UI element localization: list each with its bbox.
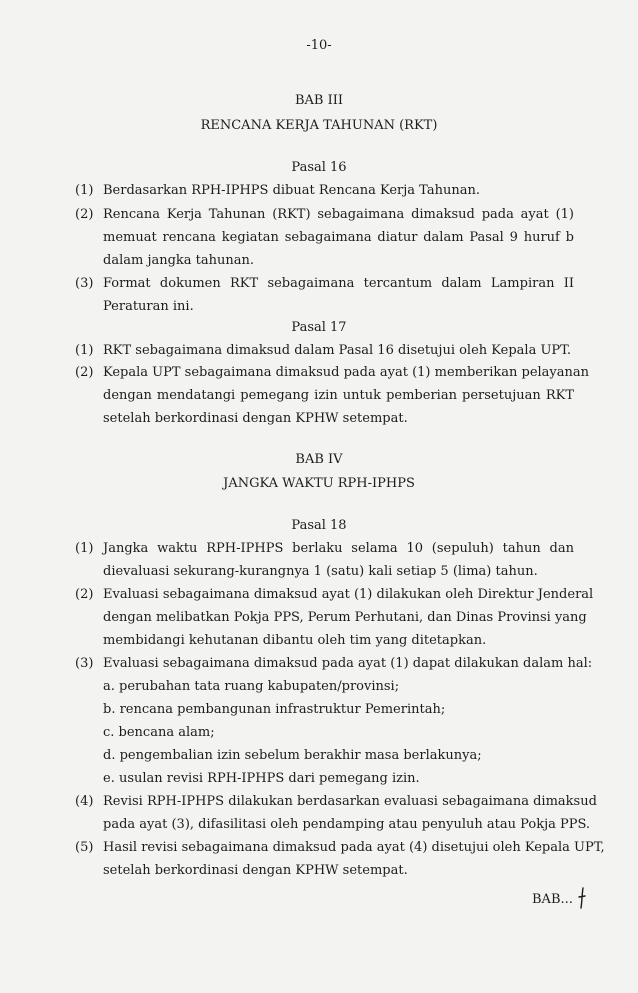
bab3-heading: BAB III: [294, 93, 344, 108]
pasal18-item5-number: (5): [75, 840, 94, 855]
pasal18-item4-line2: pada ayat (3), difasilitasi oleh pendamping atau penyuluh atau Pokja PPS.: [103, 817, 591, 832]
pasal16-item2-number: (2): [75, 207, 94, 222]
pasal18-item4-line1: Revisi RPH-IPHPS dilakukan berdasarkan evaluasi sebagaimana dimaksud: [103, 794, 597, 809]
initial-mark: [578, 886, 586, 910]
pasal17-item2-line1: Kepala UPT sebagaimana dimaksud pada ayat (1) memberikan pelayanan: [103, 365, 590, 380]
pasal18-item4-number: (4): [75, 794, 94, 809]
pasal17-item1-number: (1): [75, 343, 94, 358]
pasal18-item3-sub-c: c. bencana alam;: [103, 725, 215, 740]
pasal18-item3-sub-d: d. pengembalian izin sebelum berakhir masa berlakunya;: [103, 748, 482, 763]
pasal18-heading: Pasal 18: [291, 518, 347, 533]
pasal17-item2-number: (2): [75, 365, 94, 380]
pasal17-item1-line1: RKT sebagaimana dimaksud dalam Pasal 16 disetujui oleh Kepala UPT.: [103, 343, 572, 358]
pasal16-item3-line2: Peraturan ini.: [103, 299, 194, 314]
bab4-title: JANGKA WAKTU RPH-IPHPS: [223, 476, 415, 491]
pasal16-item3-line1: Format dokumen RKT sebagaimana tercantum dalam Lampiran II: [103, 276, 574, 291]
page-number: -10-: [306, 38, 332, 53]
pasal16-heading: Pasal 16: [291, 160, 347, 175]
bab4-heading: BAB IV: [295, 452, 343, 467]
pasal18-item3-sub-a: a. perubahan tata ruang kabupaten/provinsi;: [103, 679, 400, 694]
pasal17-item2-line3: setelah berkordinasi dengan KPHW setempat.: [103, 411, 408, 426]
pasal16-item2-line3: dalam jangka tahunan.: [103, 253, 255, 268]
pasal18-item3-sub-b: b. rencana pembangunan infrastruktur Pemerintah;: [103, 702, 446, 717]
pasal18-item1-number: (1): [75, 541, 94, 556]
pasal16-item3-number: (3): [75, 276, 94, 291]
pasal18-item1-line1: Jangka waktu RPH-IPHPS berlaku selama 10 (sepuluh) tahun dan: [103, 541, 574, 556]
pasal16-item2-line1: Rencana Kerja Tahunan (RKT) sebagaimana dimaksud pada ayat (1): [103, 207, 574, 222]
pasal16-item1-number: (1): [75, 183, 94, 198]
pasal18-item3-sub-e: e. usulan revisi RPH-IPHPS dari pemegang izin.: [103, 771, 420, 786]
pasal18-item5-line2: setelah berkordinasi dengan KPHW setempat.: [103, 863, 408, 878]
pasal17-heading: Pasal 17: [291, 320, 347, 335]
pasal16-item2-line2: memuat rencana kegiatan sebagaimana diatur dalam Pasal 9 huruf b: [103, 230, 574, 245]
pasal18-item2-line2: dengan melibatkan Pokja PPS, Perum Perhutani, dan Dinas Provinsi yang: [103, 610, 587, 625]
pasal18-item2-number: (2): [75, 587, 94, 602]
continuation-footer: BAB...: [532, 892, 573, 907]
pasal18-item5-line1: Hasil revisi sebagaimana dimaksud pada ayat (4) disetujui oleh Kepala UPT,: [103, 840, 605, 855]
pasal18-item2-line1: Evaluasi sebagaimana dimaksud ayat (1) dilakukan oleh Direktur Jenderal: [103, 587, 594, 602]
pasal18-item3-number: (3): [75, 656, 94, 671]
pasal18-item1-line2: dievaluasi sekurang-kurangnya 1 (satu) kali setiap 5 (lima) tahun.: [103, 564, 538, 579]
bab3-title: RENCANA KERJA TAHUNAN (RKT): [200, 118, 438, 133]
pasal17-item2-line2: dengan mendatangi pemegang izin untuk pemberian persetujuan RKT: [103, 388, 574, 403]
pasal18-item2-line3: membidangi kehutanan dibantu oleh tim yang ditetapkan.: [103, 633, 487, 648]
pasal18-item3-line1: Evaluasi sebagaimana dimaksud pada ayat (1) dapat dilakukan dalam hal:: [103, 656, 593, 671]
pasal16-item1-line1: Berdasarkan RPH-IPHPS dibuat Rencana Kerja Tahunan.: [103, 183, 480, 198]
